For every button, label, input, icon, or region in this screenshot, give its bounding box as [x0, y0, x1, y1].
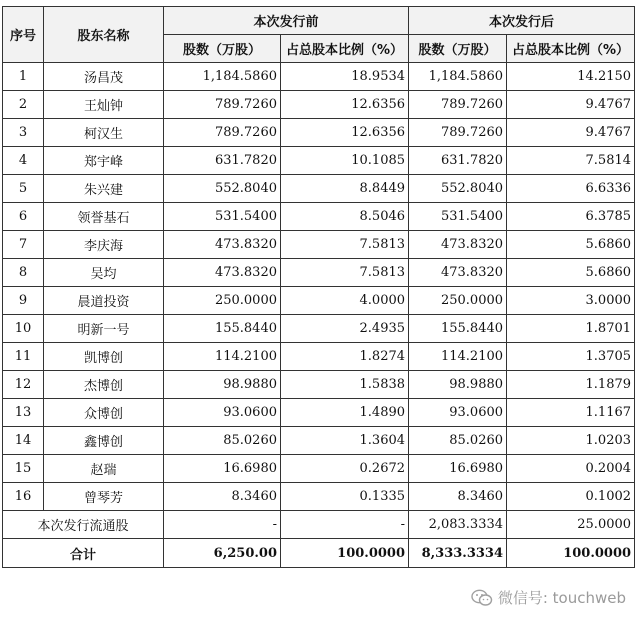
float-row	[3, 511, 635, 539]
cell-name: 明新一号	[44, 315, 164, 343]
cell-after-ratio: 9.4767	[507, 119, 635, 147]
float-after-ratio: 25.0000	[507, 511, 635, 539]
cell-before-ratio: 0.1335	[281, 483, 409, 511]
cell-after-ratio: 1.8701	[507, 315, 635, 343]
cell-seq: 4	[3, 147, 44, 175]
float-label: 本次发行流通股	[3, 511, 164, 539]
header-before-ratio: 占总股本比例（%）	[281, 35, 409, 63]
cell-before-shares: 98.9880	[164, 371, 281, 399]
cell-before-ratio: 0.2672	[281, 455, 409, 483]
cell-after-ratio: 7.5814	[507, 147, 635, 175]
table-row	[3, 427, 635, 455]
cell-name: 凯博创	[44, 343, 164, 371]
header-after: 本次发行后	[409, 7, 635, 35]
total-after-shares: 8,333.3334	[409, 539, 507, 568]
cell-before-ratio: 1.8274	[281, 343, 409, 371]
cell-seq: 11	[3, 343, 44, 371]
cell-name: 众博创	[44, 399, 164, 427]
cell-name: 柯汉生	[44, 119, 164, 147]
cell-name: 赵瑞	[44, 455, 164, 483]
cell-before-shares: 155.8440	[164, 315, 281, 343]
cell-after-ratio: 3.0000	[507, 287, 635, 315]
cell-after-shares: 473.8320	[409, 259, 507, 287]
header-row-top	[3, 7, 635, 35]
cell-name: 杰博创	[44, 371, 164, 399]
cell-seq: 9	[3, 287, 44, 315]
cell-before-shares: 8.3460	[164, 483, 281, 511]
cell-after-shares: 250.0000	[409, 287, 507, 315]
table-row	[3, 91, 635, 119]
cell-seq: 13	[3, 399, 44, 427]
table-row	[3, 287, 635, 315]
cell-name: 郑宇峰	[44, 147, 164, 175]
header-after-shares: 股数（万股）	[409, 35, 507, 63]
cell-before-ratio: 1.3604	[281, 427, 409, 455]
cell-seq: 6	[3, 203, 44, 231]
cell-after-shares: 552.8040	[409, 175, 507, 203]
cell-after-shares: 98.9880	[409, 371, 507, 399]
cell-before-ratio: 1.5838	[281, 371, 409, 399]
table-row	[3, 259, 635, 287]
cell-before-shares: 85.0260	[164, 427, 281, 455]
cell-before-shares: 1,184.5860	[164, 63, 281, 91]
cell-after-ratio: 6.6336	[507, 175, 635, 203]
cell-after-shares: 789.7260	[409, 91, 507, 119]
cell-after-shares: 155.8440	[409, 315, 507, 343]
table-row	[3, 315, 635, 343]
cell-before-shares: 552.8040	[164, 175, 281, 203]
table-row	[3, 399, 635, 427]
total-row	[3, 539, 635, 568]
cell-after-ratio: 0.2004	[507, 455, 635, 483]
watermark-text: 微信号: touchweb	[497, 589, 626, 607]
cell-seq: 10	[3, 315, 44, 343]
cell-before-ratio: 2.4935	[281, 315, 409, 343]
wechat-icon	[471, 589, 493, 607]
cell-seq: 12	[3, 371, 44, 399]
cell-after-ratio: 5.6860	[507, 259, 635, 287]
cell-name: 曾琴芳	[44, 483, 164, 511]
cell-name: 李庆海	[44, 231, 164, 259]
cell-after-shares: 85.0260	[409, 427, 507, 455]
cell-name: 朱兴建	[44, 175, 164, 203]
cell-seq: 3	[3, 119, 44, 147]
cell-after-shares: 531.5400	[409, 203, 507, 231]
table-row	[3, 63, 635, 91]
cell-after-ratio: 6.3785	[507, 203, 635, 231]
cell-after-ratio: 5.6860	[507, 231, 635, 259]
cell-after-shares: 93.0600	[409, 399, 507, 427]
total-after-ratio: 100.0000	[507, 539, 635, 568]
cell-before-ratio: 8.8449	[281, 175, 409, 203]
cell-after-ratio: 1.0203	[507, 427, 635, 455]
cell-before-shares: 473.8320	[164, 231, 281, 259]
cell-after-ratio: 1.3705	[507, 343, 635, 371]
cell-seq: 1	[3, 63, 44, 91]
cell-name: 领誉基石	[44, 203, 164, 231]
table-row	[3, 147, 635, 175]
cell-after-shares: 473.8320	[409, 231, 507, 259]
float-before-shares: -	[164, 511, 281, 539]
float-after-shares: 2,083.3334	[409, 511, 507, 539]
cell-before-ratio: 10.1085	[281, 147, 409, 175]
cell-after-ratio: 14.2150	[507, 63, 635, 91]
shareholder-table	[2, 6, 635, 568]
cell-before-shares: 16.6980	[164, 455, 281, 483]
cell-seq: 8	[3, 259, 44, 287]
cell-after-shares: 789.7260	[409, 119, 507, 147]
table-row	[3, 371, 635, 399]
cell-before-shares: 531.5400	[164, 203, 281, 231]
table-row	[3, 231, 635, 259]
cell-after-shares: 631.7820	[409, 147, 507, 175]
cell-before-shares: 93.0600	[164, 399, 281, 427]
cell-name: 鑫博创	[44, 427, 164, 455]
header-before: 本次发行前	[164, 7, 409, 35]
cell-before-shares: 789.7260	[164, 91, 281, 119]
cell-after-shares: 8.3460	[409, 483, 507, 511]
cell-name: 吴均	[44, 259, 164, 287]
cell-after-ratio: 0.1002	[507, 483, 635, 511]
cell-after-ratio: 1.1167	[507, 399, 635, 427]
table-row	[3, 203, 635, 231]
cell-seq: 15	[3, 455, 44, 483]
total-before-shares: 6,250.00	[164, 539, 281, 568]
cell-before-ratio: 7.5813	[281, 259, 409, 287]
table-row	[3, 455, 635, 483]
table-body	[3, 63, 635, 568]
header-before-shares: 股数（万股）	[164, 35, 281, 63]
total-label: 合计	[3, 539, 164, 568]
table-row	[3, 175, 635, 203]
table-row	[3, 483, 635, 511]
cell-before-ratio: 8.5046	[281, 203, 409, 231]
cell-before-shares: 789.7260	[164, 119, 281, 147]
float-before-ratio: -	[281, 511, 409, 539]
cell-seq: 2	[3, 91, 44, 119]
cell-seq: 14	[3, 427, 44, 455]
cell-after-shares: 16.6980	[409, 455, 507, 483]
cell-seq: 7	[3, 231, 44, 259]
cell-before-ratio: 18.9534	[281, 63, 409, 91]
cell-name: 王灿钟	[44, 91, 164, 119]
table-row	[3, 119, 635, 147]
cell-after-shares: 1,184.5860	[409, 63, 507, 91]
cell-seq: 5	[3, 175, 44, 203]
header-seq: 序号	[3, 7, 44, 63]
cell-before-shares: 114.2100	[164, 343, 281, 371]
cell-before-ratio: 1.4890	[281, 399, 409, 427]
cell-name: 汤昌茂	[44, 63, 164, 91]
cell-before-ratio: 12.6356	[281, 119, 409, 147]
header-name: 股东名称	[44, 7, 164, 63]
cell-before-shares: 631.7820	[164, 147, 281, 175]
cell-before-ratio: 12.6356	[281, 91, 409, 119]
cell-seq: 16	[3, 483, 44, 511]
cell-before-shares: 250.0000	[164, 287, 281, 315]
header-after-ratio: 占总股本比例（%）	[507, 35, 635, 63]
cell-after-shares: 114.2100	[409, 343, 507, 371]
cell-after-ratio: 1.1879	[507, 371, 635, 399]
cell-before-ratio: 7.5813	[281, 231, 409, 259]
cell-before-ratio: 4.0000	[281, 287, 409, 315]
cell-before-shares: 473.8320	[164, 259, 281, 287]
table-row	[3, 343, 635, 371]
cell-after-ratio: 9.4767	[507, 91, 635, 119]
cell-name: 晨道投资	[44, 287, 164, 315]
watermark	[471, 587, 626, 608]
total-before-ratio: 100.0000	[281, 539, 409, 568]
